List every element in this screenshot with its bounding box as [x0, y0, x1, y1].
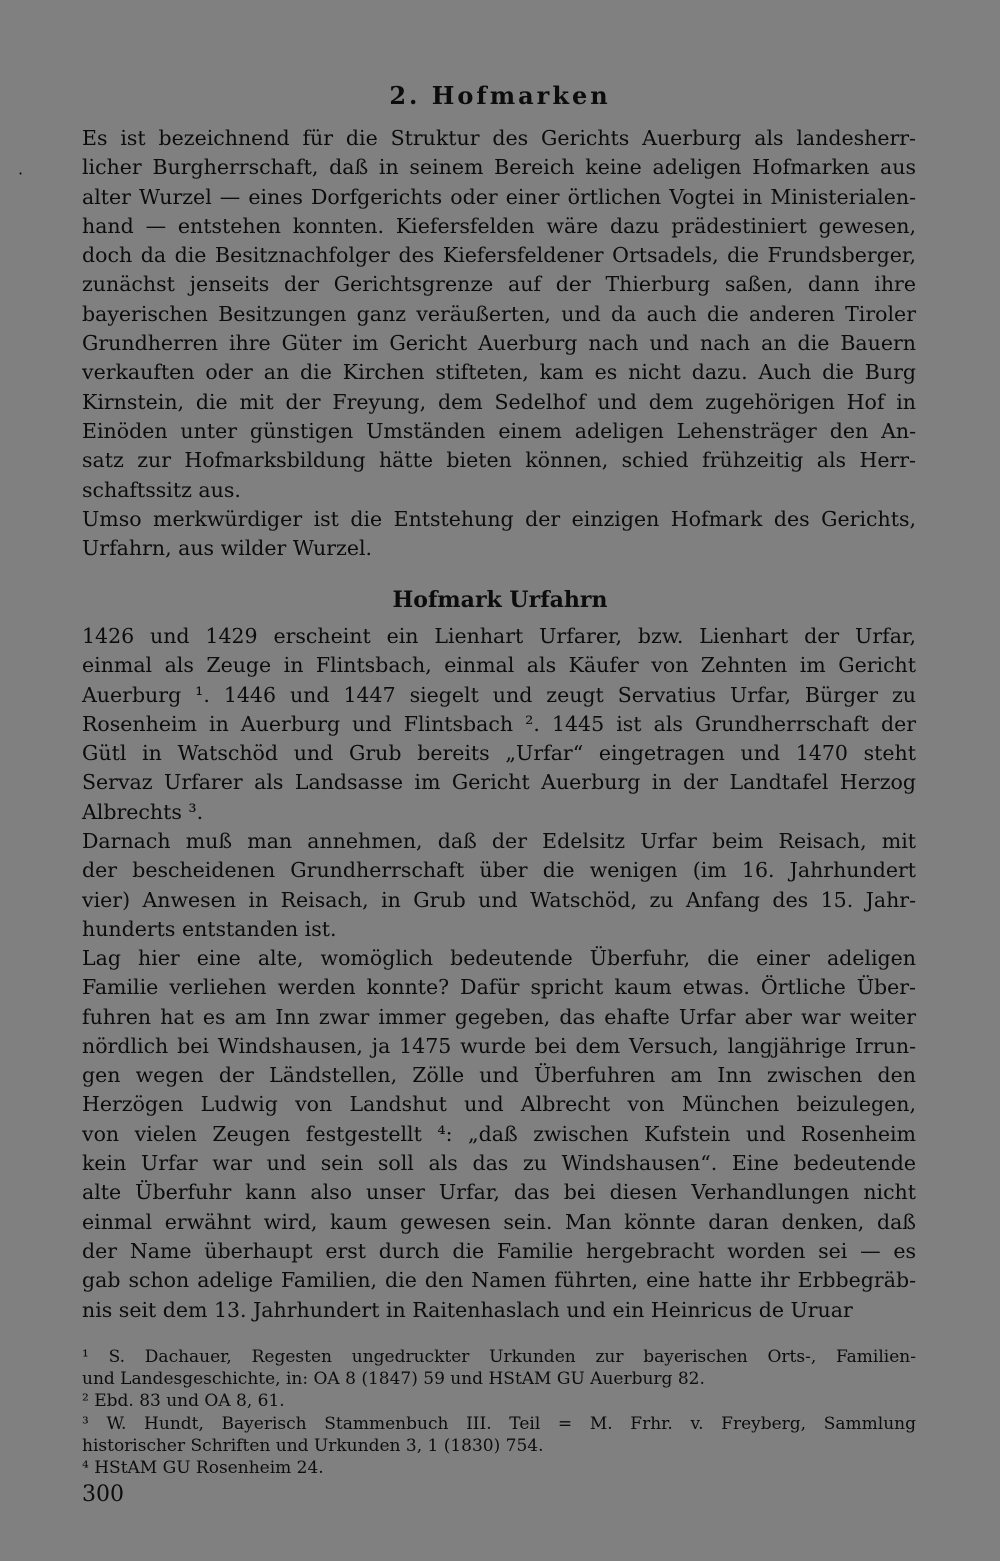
text-line: der bescheidenen Grundherrschaft über die wenigen (im 16. Jahrhundert [82, 858, 916, 883]
text-line: Es ist bezeichnend für die Struktur des Gerichts Auerburg als landesherr- [82, 126, 916, 150]
text-line: einmal als Zeuge in Flintsbach, einmal als Käufer von Zehnten im Gericht [82, 653, 916, 678]
text-line: einmal erwähnt wird, kaum gewesen sein. Man könnte daran denken, daß [82, 1209, 916, 1234]
text-line: Servaz Urfarer als Landsasse im Gericht Auerburg in der Landtafel Herzog [82, 770, 916, 795]
text-line: Familie verliehen werden konnte? Dafür spricht kaum etwas. Örtliche Über- [82, 975, 916, 1000]
text-line: Kirnstein, die mit der Freyung, dem Sedelhof und dem zugehörigen Hof in [82, 389, 916, 414]
footnote-line: historischer Schriften und Urkunden 3, 1 (1830) 754. [82, 1435, 544, 1456]
text-line: 1426 und 1429 erscheint ein Lienhart Urfarer, bzw. Lienhart der Urfar, [82, 624, 916, 648]
text-line: gen wegen der Ländstellen, Zölle und Überfuhren am Inn zwischen den [82, 1063, 916, 1088]
text-line: verkauften oder an die Kirchen stifteten, kam es nicht dazu. Auch die Burg [82, 360, 916, 385]
text-line: Albrechts ³. [82, 799, 204, 824]
text-line: Auerburg ¹. 1446 und 1447 siegelt und zeugt Servatius Urfar, Bürger zu [82, 682, 916, 707]
text-line: Umso merkwürdiger ist die Entstehung der einzigen Hofmark des Gerichts, [82, 507, 916, 531]
text-line: bayerischen Besitzungen ganz veräußerten, und da auch die anderen Tiroler [82, 301, 916, 326]
text-line: vier) Anwesen in Reisach, in Grub und Watschöd, zu Anfang des 15. Jahr- [82, 887, 916, 912]
text-line: nördlich bei Windshausen, ja 1475 wurde bei dem Versuch, langjährige Irrun- [82, 1033, 916, 1058]
text-line: Gütl in Watschöd und Grub bereits „Urfar“ eingetragen und 1470 steht [82, 741, 916, 766]
subheading: Hofmark Urfahrn [392, 587, 608, 613]
paragraph-4 [82, 827, 916, 944]
text-line: fuhren hat es am Inn zwar immer gegeben, das ehafte Urfar aber war weiter [82, 1004, 916, 1029]
text-line: schaftssitz aus. [82, 477, 241, 502]
text-line: satz zur Hofmarksbildung hätte bieten können, schied frühzeitig als Herr- [82, 448, 916, 473]
footnote-line: ² Ebd. 83 und OA 8, 61. [82, 1391, 285, 1412]
footnotes [82, 1346, 916, 1479]
text-line: nis seit dem 13. Jahrhundert in Raitenhaslach und ein Heinricus de Uruar [82, 1297, 853, 1322]
margin-mark: · [18, 164, 24, 183]
text-line: der Name überhaupt erst durch die Familie hergebracht worden sei — es [82, 1238, 916, 1263]
footnote-line: ³ W. Hundt, Bayerisch Stammenbuch III. Teil = M. Frhr. v. Freyberg, Sammlung [82, 1413, 916, 1434]
footnote-line: ⁴ HStAM GU Rosenheim 24. [82, 1457, 324, 1478]
paragraph-1 [82, 124, 916, 505]
text-line: Rosenheim in Auerburg und Flintsbach ². 1445 ist als Grundherrschaft der [82, 711, 916, 736]
section-heading: 2. Hofmarken [389, 81, 611, 110]
text-line: doch da die Besitznachfolger des Kiefersfeldener Ortsadels, die Frundsberger, [82, 243, 916, 268]
text-line: Urfahrn, aus wilder Wurzel. [82, 536, 373, 561]
text-line: Grundherren ihre Güter im Gericht Auerburg nach und nach an die Bauern [82, 331, 916, 356]
text-line: gab schon adelige Familien, die den Namen führten, eine hatte ihr Erbbegräb- [82, 1268, 916, 1293]
text-line: zunächst jenseits der Gerichtsgrenze auf der Thierburg saßen, dann ihre [82, 272, 916, 297]
text-line: hunderts entstanden ist. [82, 916, 337, 941]
text-line: kein Urfar war und sein soll als das zu Windshausen“. Eine bedeutende [82, 1151, 916, 1176]
text-line: Lag hier eine alte, womöglich bedeutende Überfuhr, die einer adeligen [82, 946, 916, 970]
text-line: hand — entstehen konnten. Kiefersfelden wäre dazu prädestiniert gewesen, [82, 213, 916, 238]
paragraph-5 [82, 944, 916, 1325]
paragraph-2 [82, 505, 916, 564]
paragraph-3 [82, 622, 916, 827]
text-line: alte Überfuhr kann also unser Urfar, das bei diesen Verhandlungen nicht [82, 1180, 916, 1205]
footnote-line: ¹ S. Dachauer, Regesten ungedruckter Urkunden zur bayerischen Orts-, Familien- [82, 1347, 916, 1367]
page-number: 300 [82, 1482, 124, 1507]
text-line: licher Burgherrschaft, daß in seinem Bereich keine adeligen Hofmarken aus [82, 155, 916, 180]
text-line: Einöden unter günstigen Umständen einem adeligen Lehensträger den An- [82, 418, 916, 443]
text-line: von vielen Zeugen festgestellt ⁴: „daß zwischen Kufstein und Rosenheim [82, 1121, 916, 1146]
text-line: Darnach muß man annehmen, daß der Edelsitz Urfar beim Reisach, mit [82, 829, 916, 853]
text-line: alter Wurzel — eines Dorfgerichts oder einer örtlichen Vogtei in Ministerialen- [82, 184, 916, 209]
footnote-line: und Landesgeschichte, in: OA 8 (1847) 59 und HStAM GU Auerburg 82. [82, 1369, 705, 1390]
text-line: Herzögen Ludwig von Landshut und Albrecht von München beizulegen, [82, 1092, 916, 1117]
